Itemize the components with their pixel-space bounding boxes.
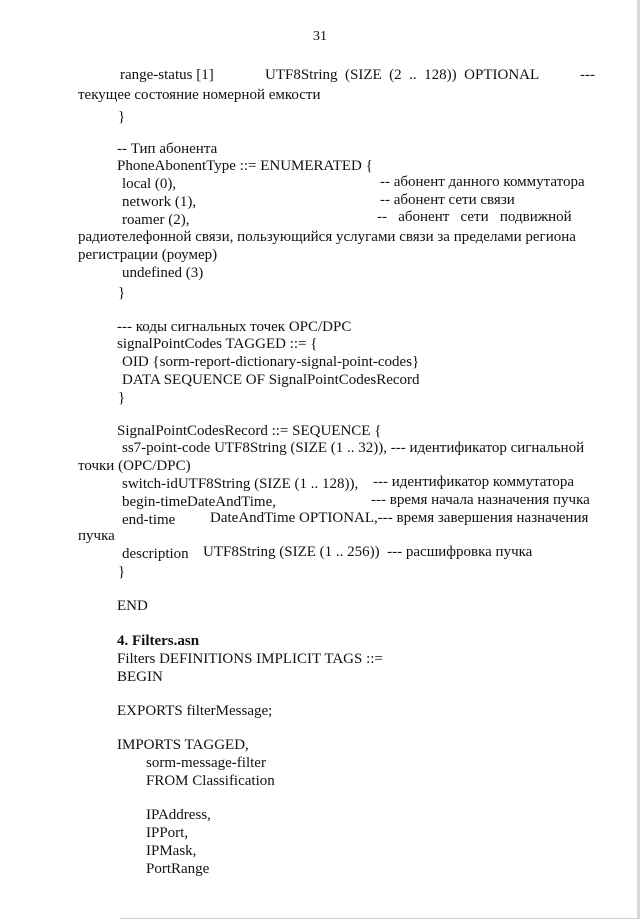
code-line: roamer (2), bbox=[122, 212, 190, 228]
code-line: PortRange bbox=[146, 861, 210, 877]
brace: } bbox=[118, 564, 126, 580]
code-line: sorm-message-filter bbox=[146, 755, 266, 771]
code-line: DateAndTime OPTIONAL,--- время завершения назначения bbox=[210, 510, 589, 526]
code-line: end-time bbox=[122, 512, 176, 528]
code-line: ss7-point-code UTF8String (SIZE (1 .. 32)), --- идентификатор сигнальной bbox=[122, 440, 585, 456]
brace: } bbox=[118, 109, 126, 125]
comment-line: --- идентификатор коммутатора bbox=[373, 474, 575, 490]
comment-line: пучка bbox=[78, 528, 115, 544]
brace: } bbox=[118, 285, 126, 301]
comment-line: -- абонент данного коммутатора bbox=[380, 174, 585, 190]
comment-line: --- коды сигнальных точек OPC/DPC bbox=[117, 319, 352, 335]
code-line: OID {sorm-report-dictionary-signal-point-codes} bbox=[122, 354, 420, 370]
code-line: END bbox=[117, 598, 148, 614]
code-line: IMPORTS TAGGED, bbox=[117, 737, 249, 753]
code-line: PhoneAbonentType ::= ENUMERATED { bbox=[117, 158, 373, 174]
code-line: SignalPointCodesRecord ::= SEQUENCE { bbox=[117, 423, 382, 439]
code-line: FROM Classification bbox=[146, 773, 275, 789]
comment-line: радиотелефонной связи, пользующийся услугами связи за пределами региона bbox=[78, 229, 576, 245]
comment-line: -- Тип абонента bbox=[117, 141, 218, 157]
code-line: IPMask, bbox=[146, 843, 197, 859]
code-line: signalPointCodes TAGGED ::= { bbox=[117, 336, 318, 352]
code-line: network (1), bbox=[122, 194, 197, 210]
code-line: DATA SEQUENCE OF SignalPointCodesRecord bbox=[122, 372, 420, 388]
code-line: local (0), bbox=[122, 176, 177, 192]
comment-line: текущее состояние номерной емкости bbox=[78, 87, 321, 103]
code-line: --- bbox=[580, 67, 595, 83]
code-line: IPPort, bbox=[146, 825, 189, 841]
code-line: EXPORTS filterMessage; bbox=[117, 703, 273, 719]
code-line: range-status [1] bbox=[120, 67, 214, 83]
code-line: begin-timeDateAndTime, bbox=[122, 494, 277, 510]
comment-line: -- абонент сети подвижной bbox=[377, 209, 572, 225]
code-line: UTF8String (SIZE (2 .. 128)) OPTIONAL bbox=[265, 67, 540, 83]
code-line: BEGIN bbox=[117, 669, 163, 685]
code-line: UTF8String (SIZE (1 .. 256)) --- расшифровка пучка bbox=[203, 544, 533, 560]
code-line: IPAddress, bbox=[146, 807, 211, 823]
comment-line: -- абонент сети связи bbox=[380, 192, 515, 208]
brace: } bbox=[118, 390, 126, 406]
comment-line: регистрации (роумер) bbox=[78, 247, 218, 263]
code-line: switch-idUTF8String (SIZE (1 .. 128)), bbox=[122, 476, 359, 492]
page-number: 31 bbox=[313, 29, 327, 44]
comment-line: точки (OPC/DPC) bbox=[78, 458, 191, 474]
comment-line: --- время начала назначения пучка bbox=[371, 492, 590, 508]
code-line: description bbox=[122, 546, 189, 562]
section-heading: 4. Filters.asn bbox=[117, 633, 200, 649]
code-line: undefined (3) bbox=[122, 265, 204, 281]
code-line: Filters DEFINITIONS IMPLICIT TAGS ::= bbox=[117, 651, 383, 667]
